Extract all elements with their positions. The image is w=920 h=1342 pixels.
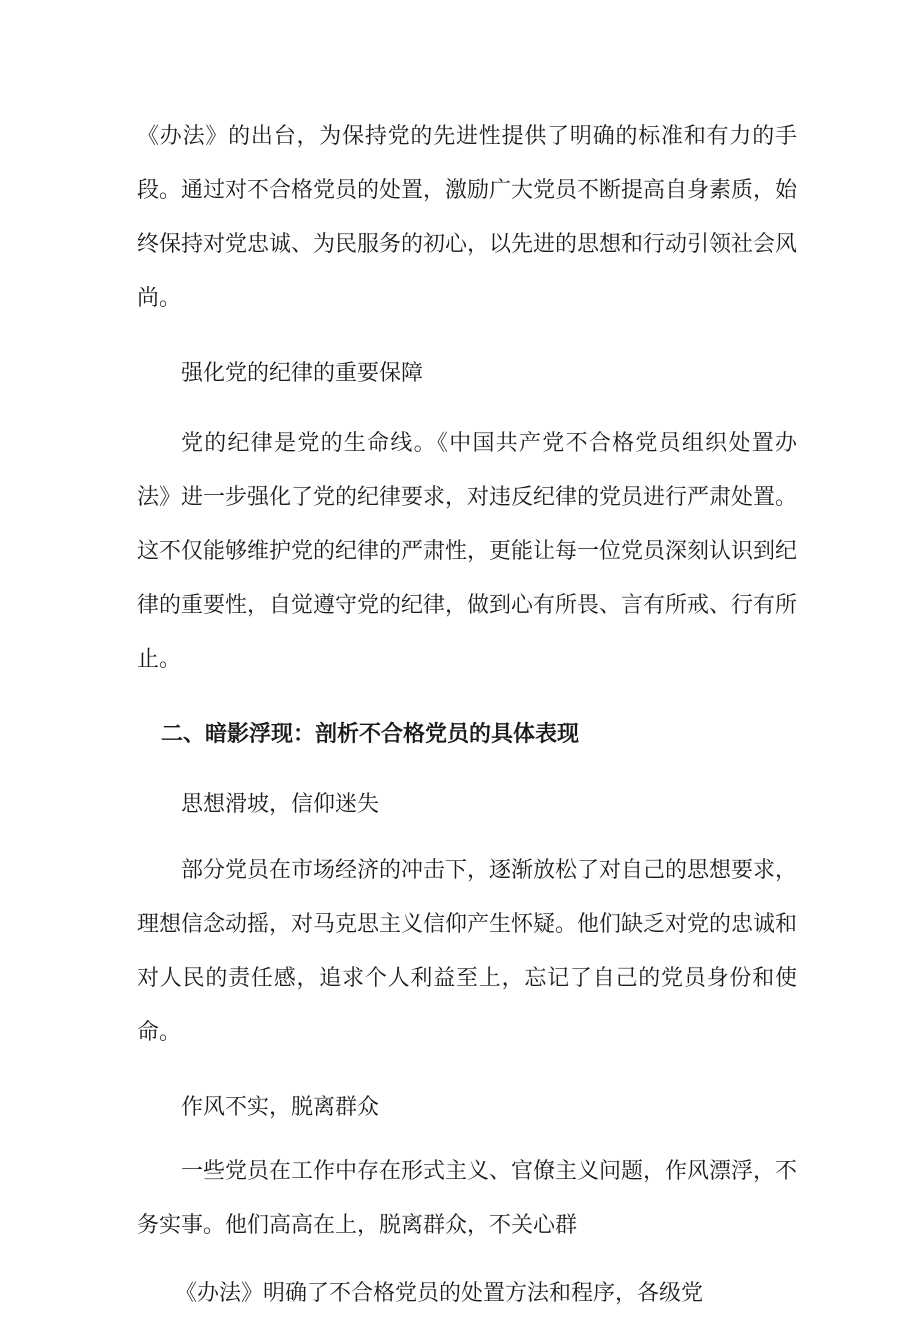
paragraph-ideology: 部分党员在市场经济的冲击下，逐渐放松了对自己的思想要求，理想信念动摇，对马克思主义信仰产生怀疑。他们缺乏对党的忠诚和对人民的责任感，追求个人利益至上，忘记了自己的党员身份和使命。 (137, 858, 798, 1045)
paragraph-advancement: 《办法》的出台，为保持党的先进性提供了明确的标准和有力的手段。通过对不合格党员的处置，激励广大党员不断提高自身素质，始终保持对党忠诚、为民服务的初心，以先进的思想和行动引领社会风尚。 (137, 124, 798, 311)
document-page (137, 110, 797, 1342)
subheading-discipline: 强化党的纪律的重要保障 (181, 361, 424, 386)
paragraph-measures: 《办法》明确了不合格党员的处置方法和程序，各级党 (175, 1281, 704, 1306)
subheading-work-style: 作风不实，脱离群众 (181, 1095, 380, 1120)
paragraph-discipline: 党的纪律是党的生命线。《中国共产党不合格党员组织处置办法》进一步强化了党的纪律要求，对违反纪律的党员进行严肃处置。这不仅能够维护党的纪律的严肃性，更能让每一位党员深刻认识到纪律的重要性，自觉遵守党的纪律，做到心有所畏、言有所戒、行有所止。 (137, 431, 798, 672)
subheading-ideology: 思想滑坡，信仰迷失 (181, 792, 380, 817)
section-heading-two: 二、暗影浮现：剖析不合格党员的具体表现 (161, 722, 580, 747)
paragraph-work-style: 一些党员在工作中存在形式主义、官僚主义问题，作风漂浮，不务实事。他们高高在上，脱离群众，不关心群 (137, 1159, 798, 1238)
